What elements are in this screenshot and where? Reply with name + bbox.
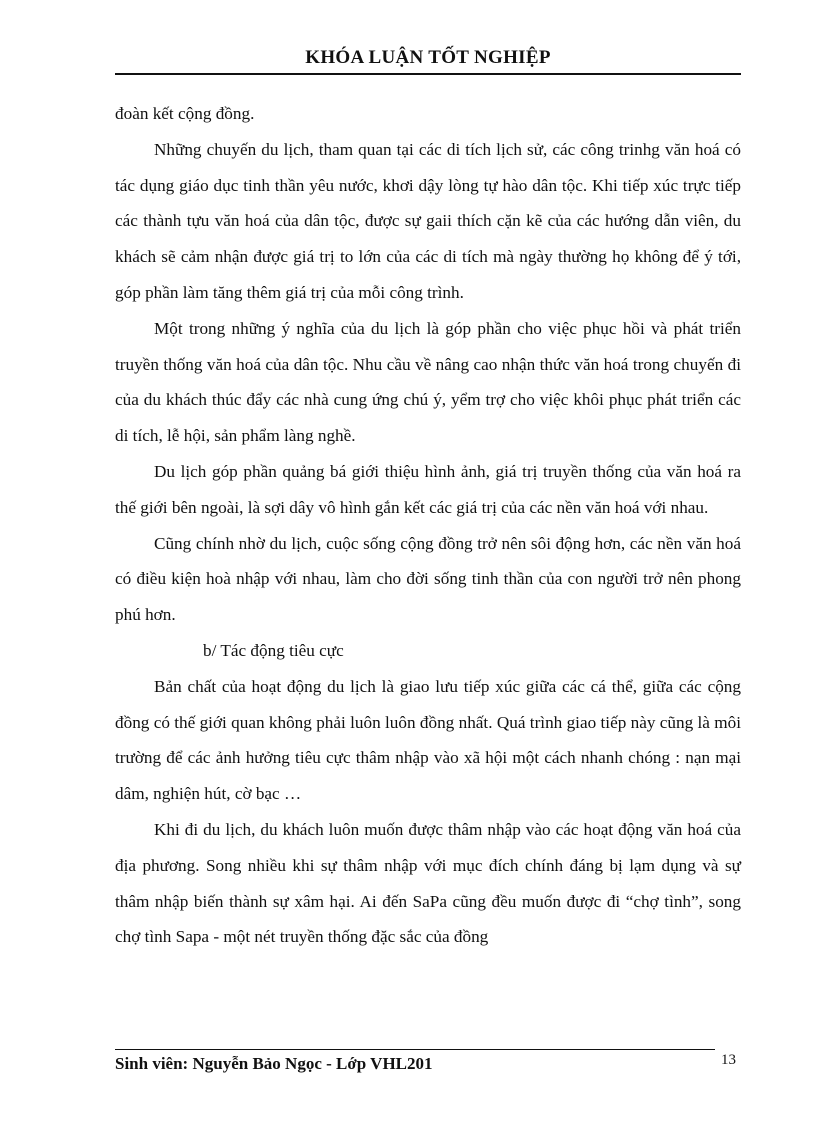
page-number: 13 bbox=[721, 1052, 736, 1068]
header-rule bbox=[115, 73, 741, 75]
paragraph: Cũng chính nhờ du lịch, cuộc sống cộng đồng trở nên sôi động hơn, các nền văn hoá có điều kiện hoà nhập với nhau, làm cho đời sống tinh thần của con người trở nên phong phú hơn. bbox=[115, 533, 741, 625]
section-subheading: b/ Tác động tiêu cực bbox=[203, 640, 344, 660]
paragraph-continuation: đoàn kết cộng đồng. bbox=[115, 104, 255, 123]
paragraph: Những chuyến du lịch, tham quan tại các di tích lịch sử, các công trinhg văn hoá có tác dụng giáo dục tinh thần yêu nước, khơi dậy lòng tự hào dân tộc. Khi tiếp xúc trực tiếp các thành tựu văn hoá của dân tộc, được sự gaii thích cặn kẽ của các hướng dẫn viên, du khách sẽ cảm nhận được giá trị to lớn của các di tích mà ngày thường họ không để ý tới, góp phần làm tăng thêm giá trị của mỗi công trình. bbox=[115, 139, 741, 302]
paragraph: Bản chất của hoạt động du lịch là giao lưu tiếp xúc giữa các cá thể, giữa các cộng đồng có thế giới quan không phải luôn luôn đồng nhất. Quá trình giao tiếp này cũng là môi trường để các ảnh hưởng tiêu cực thâm nhập vào xã hội một cách nhanh chóng : nạn mại dâm, nghiện hút, cờ bạc … bbox=[115, 676, 741, 804]
footer-rule bbox=[115, 1049, 715, 1050]
paragraph: Du lịch góp phần quảng bá giới thiệu hình ảnh, giá trị truyền thống của văn hoá ra thế giới bên ngoài, là sợi dây vô hình gắn kết các giá trị của các nền văn hoá với nhau. bbox=[115, 461, 741, 517]
paragraph: Khi đi du lịch, du khách luôn muốn được thâm nhập vào các hoạt động văn hoá của địa phương. Song nhiều khi sự thâm nhập với mục đích chính đáng bị lạm dụng và sự thâm nhập biến thành sự xâm hại. Ai đến SaPa cũng đều muốn được đi “chợ tình”, song chợ tình Sapa - một nét truyền thống đặc sắc của đồng bbox=[115, 819, 741, 947]
page-header-title: KHÓA LUẬN TỐT NGHIỆP bbox=[305, 47, 551, 68]
footer-student-info: Sinh viên: Nguyễn Bảo Ngọc - Lớp VHL201 bbox=[115, 1054, 433, 1073]
page-body bbox=[115, 96, 741, 955]
paragraph: Một trong những ý nghĩa của du lịch là góp phần cho việc phục hồi và phát triển truyền thống văn hoá của dân tộc. Nhu cầu về nâng cao nhận thức văn hoá trong chuyến đi của du khách thúc đẩy các nhà cung ứng chú ý, yểm trợ cho việc khôi phục phát triển các di tích, lễ hội, sản phẩm làng nghề. bbox=[115, 318, 741, 446]
